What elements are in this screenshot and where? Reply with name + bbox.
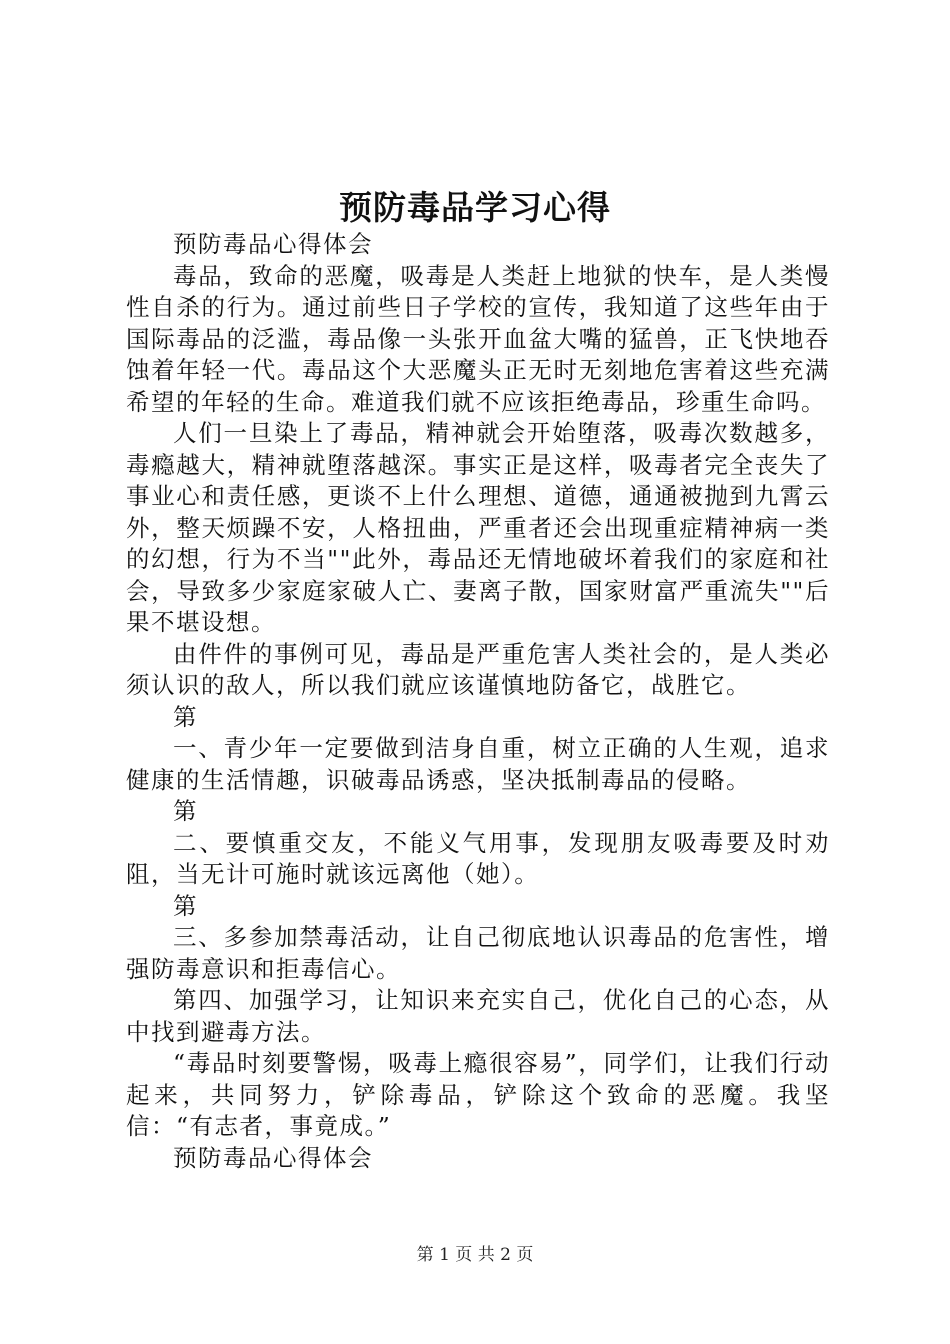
paragraph: 人们一旦染上了毒品，精神就会开始堕落，吸毒次数越多，毒瘾越大，精神就堕落越深。事实正是这样，吸毒者完全丧失了事业心和责任感，更谈不上什么理想、道德，通通被抛到九霄云外，整天烦躁不安，人格扭曲，严重者还会出现重症精神病一类的幻想，行为不当""此外，毒品还无情地破坏着我们的家庭和社会，导致多少家庭家破人亡、妻离子散，国家财富严重流失""后果不堪设想。 — [126, 419, 830, 636]
paragraph: 毒品，致命的恶魔，吸毒是人类赶上地狱的快车，是人类慢性自杀的行为。通过前些日子学校的宣传，我知道了这些年由于国际毒品的泛滥，毒品像一头张开血盆大嘴的猛兽，正飞快地吞蚀着年轻一代。毒品这个大恶魔头正无时无刻地危害着这些充满希望的年轻的生命。难道我们就不应该拒绝毒品，珍重生命吗。 — [126, 261, 830, 416]
paragraph: 二、要慎重交友，不能义气用事，发现朋友吸毒要及时劝阻，当无计可施时就该远离他（她）。 — [126, 828, 830, 888]
paragraph-ordinal: 第 — [173, 891, 198, 920]
paragraph: “毒品时刻要警惕，吸毒上瘾很容易”，同学们，让我们行动起来，共同努力，铲除毒品，铲除这个致命的恶魔。我坚信：“有志者，事竟成。” — [126, 1049, 830, 1140]
document-title: 预防毒品学习心得 — [339, 188, 611, 227]
paragraph-closing: 预防毒品心得体会 — [173, 1143, 373, 1172]
paragraph-ordinal: 第 — [173, 702, 198, 731]
document-body — [126, 229, 830, 1174]
paragraph: 三、多参加禁毒活动，让自己彻底地认识毒品的危害性，增强防毒意识和拒毒信心。 — [126, 923, 830, 983]
paragraph-ordinal: 第 — [173, 797, 198, 825]
paragraph: 第四、加强学习，让知识来充实自己，优化自己的心态，从中找到避毒方法。 — [126, 986, 830, 1046]
paragraph: 一、青少年一定要做到洁身自重，树立正确的人生观，追求健康的生活情趣，识破毒品诱惑，坚决抵制毒品的侵略。 — [126, 734, 830, 794]
paragraph: 由件件的事例可见，毒品是严重危害人类社会的，是人类必须认识的敌人，所以我们就应该谨慎地防备它，战胜它。 — [126, 639, 830, 699]
paragraph-heading: 预防毒品心得体会 — [173, 230, 373, 258]
page-number-footer: 第 1 页 共 2 页 — [416, 1245, 534, 1265]
